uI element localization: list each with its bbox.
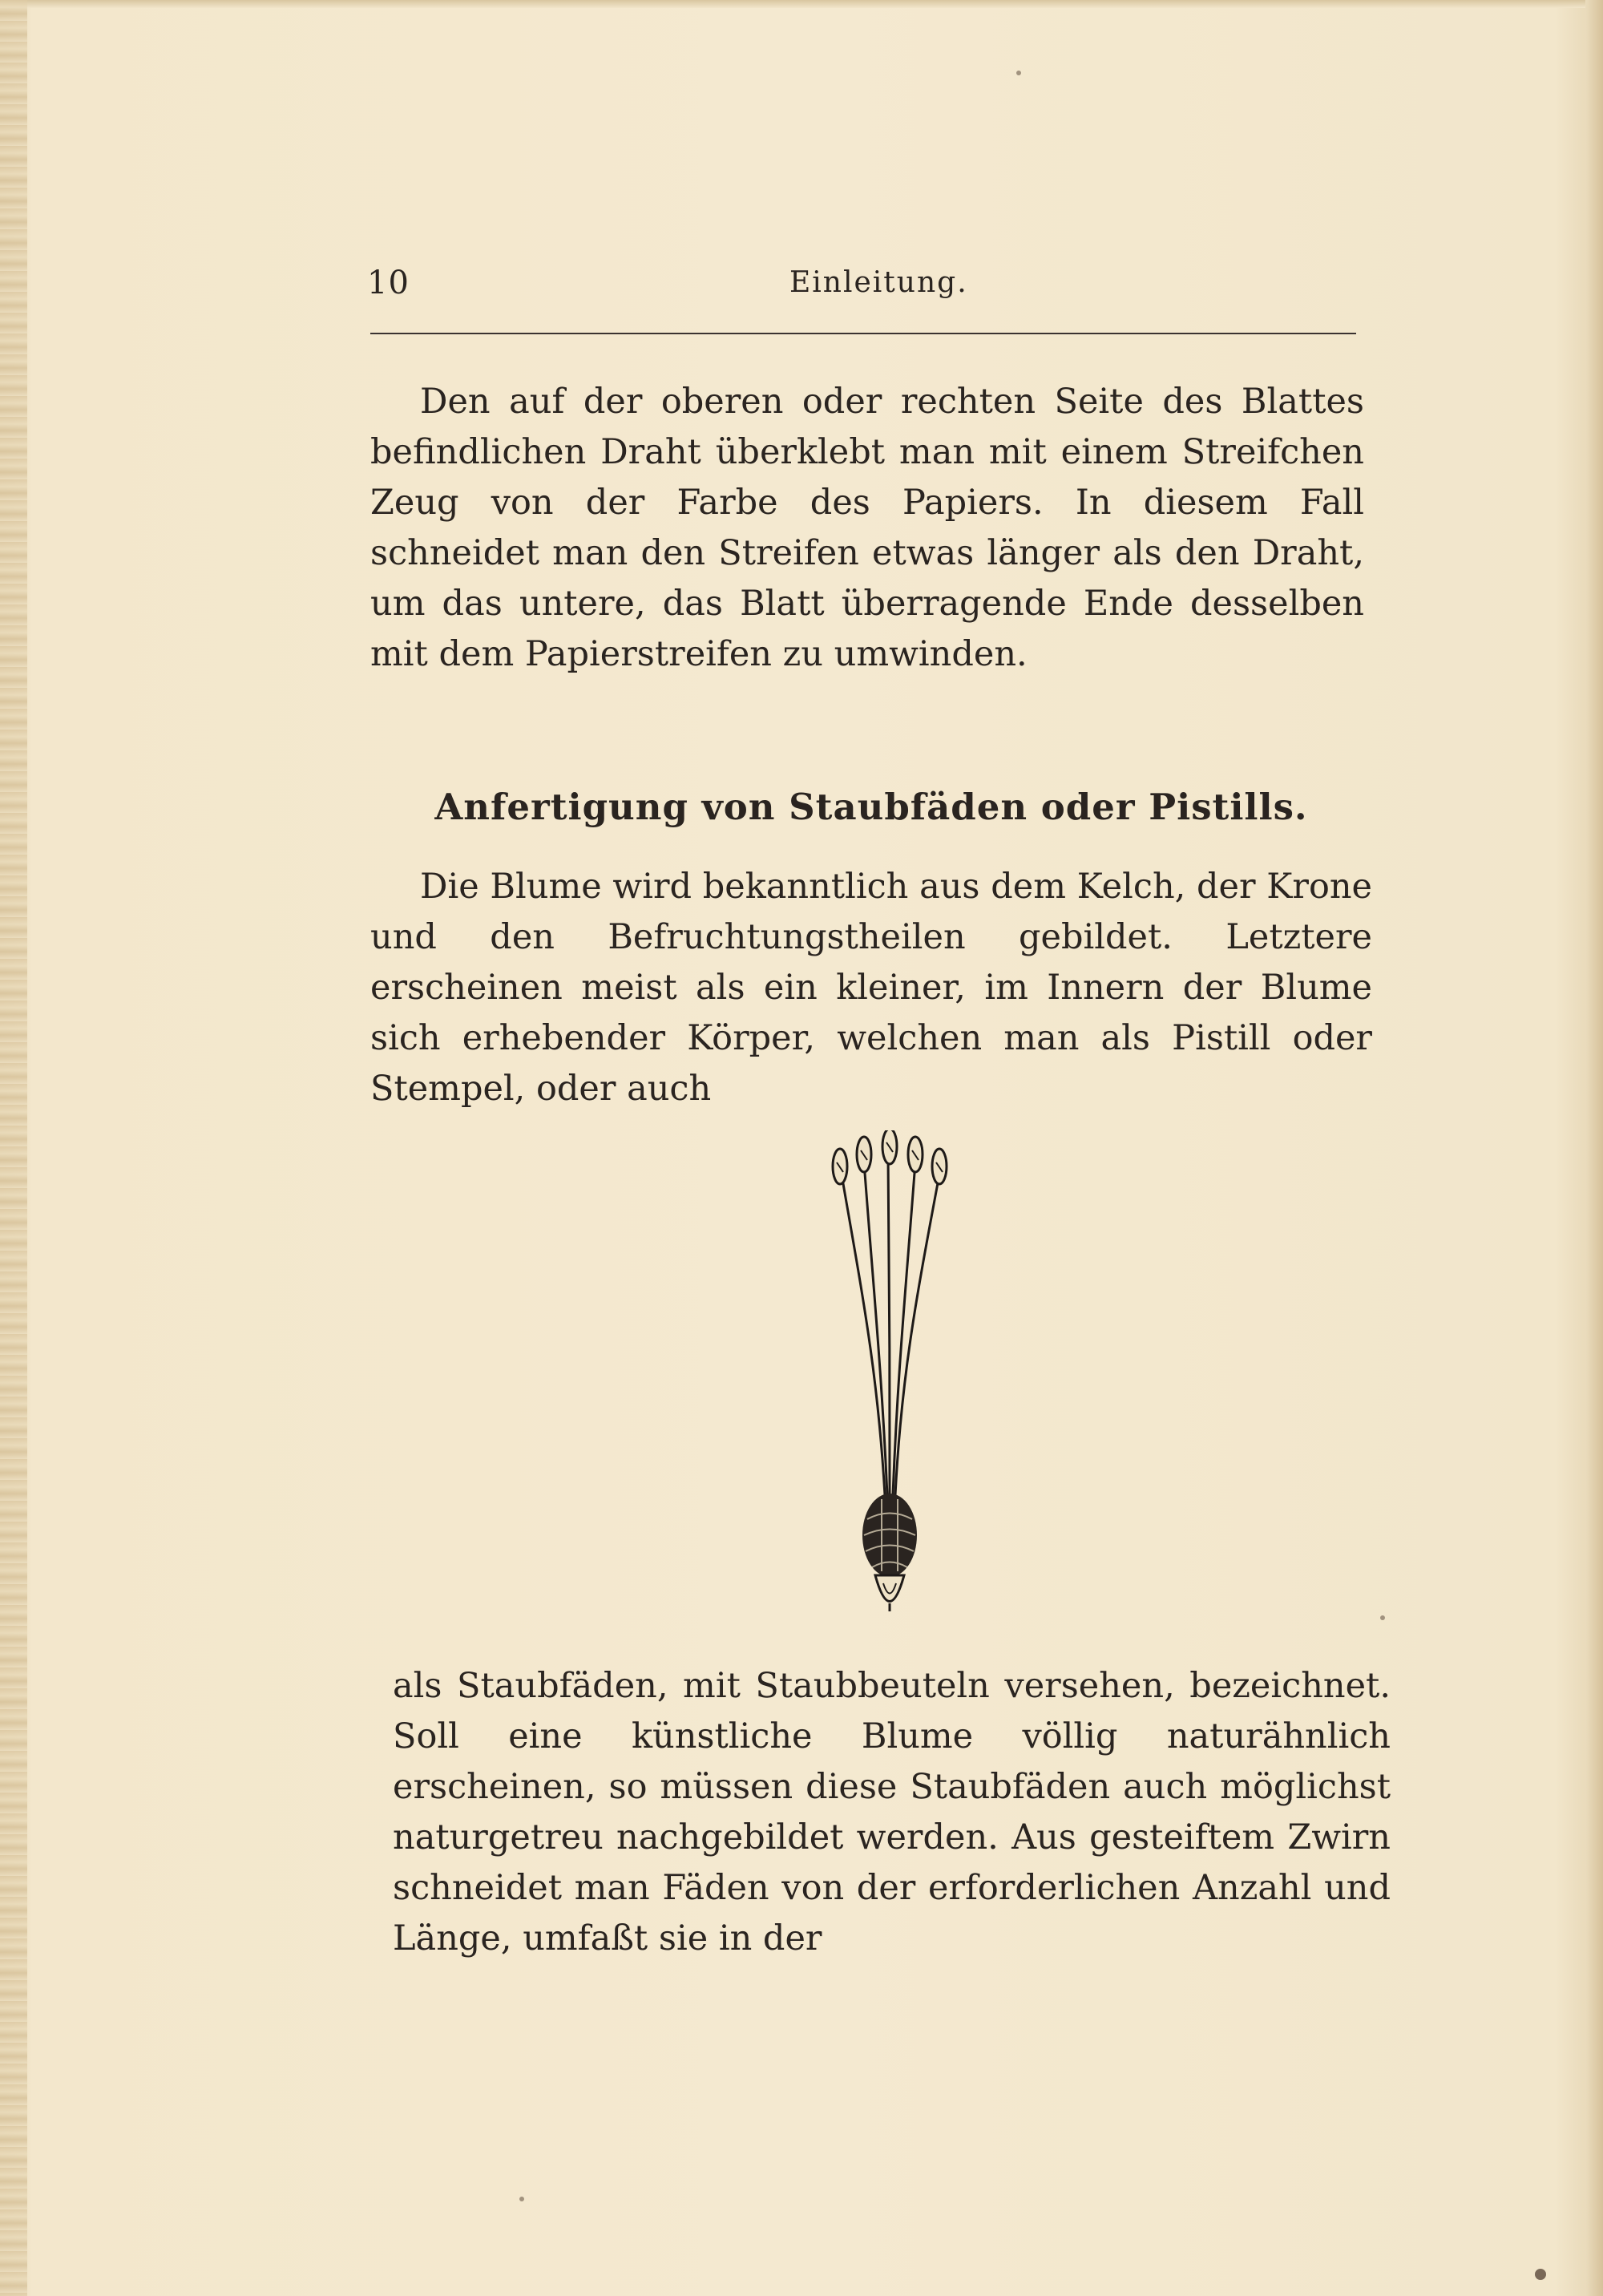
header-rule: [370, 333, 1356, 334]
paper-speck: [1535, 2269, 1546, 2280]
paragraph-2: Die Blume wird bekanntlich aus dem Kelch, der Krone und den Befruchtungstheilen gebildet. Letztere erscheinen meist als ein kleiner, im Innern der Blume sich erhebender Körper, welchen man als Pistill oder Stempel, oder auch: [370, 867, 1372, 1109]
paper-speck: [1016, 71, 1021, 75]
paragraph-1: Den auf der oberen oder rechten Seite des Blattes befindlichen Draht überklebt man mit einem Streifchen Zeug von der Farbe des Papiers. In diesem Fall schneidet man den Streifen etwas länger als den Draht, um das untere, das Blatt überragende Ende desselben mit dem Papierstreifen zu umwinden.: [370, 382, 1364, 674]
page-left-edge: [0, 0, 27, 2296]
section-heading: Anfertigung von Staubfäden oder Pistills.: [434, 786, 1308, 828]
paragraph-3: als Staubfäden, mit Staubbeuteln versehen, bezeichnet. Soll eine künstliche Blume völlig naturähnlich erscheinen, so müssen diese Staubfäden auch möglichst naturgetreu nachgebildet werden. Aus gesteiftem Zwirn schneidet man Fäden von der erforderlichen Anzahl und Länge, umfaßt sie in der: [393, 1666, 1391, 1958]
paper-speck: [519, 2197, 524, 2201]
paper-speck: [1380, 1615, 1385, 1620]
running-head: Einleitung.: [789, 266, 968, 299]
page-top-edge: [0, 0, 1603, 8]
page-number: 10: [367, 265, 410, 301]
pistil-illustration-icon: [826, 1130, 954, 1611]
page-right-edge: [1585, 0, 1603, 2296]
